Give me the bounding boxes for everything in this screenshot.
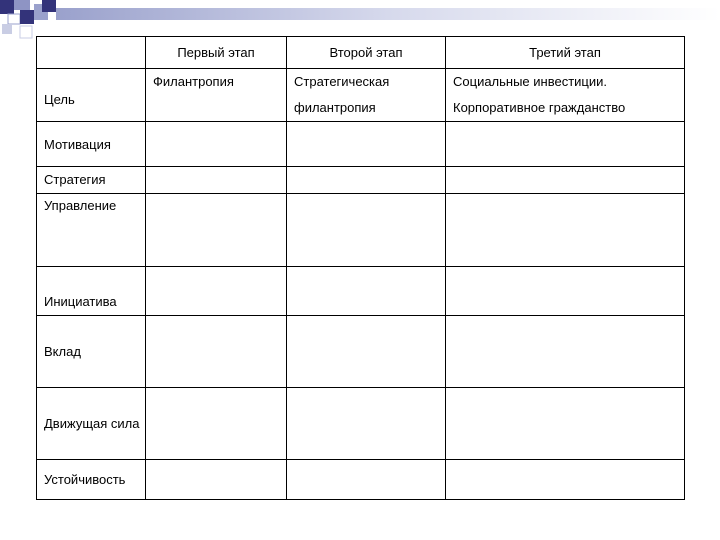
table-cell <box>446 167 685 194</box>
table-cell <box>446 122 685 167</box>
row-label: Устойчивость <box>44 472 126 487</box>
row-label-cell <box>37 460 146 500</box>
table-row <box>37 267 685 316</box>
table-cell <box>287 167 446 194</box>
table-cell <box>146 194 287 267</box>
cell-text: Корпоративное гражданство <box>453 100 626 115</box>
row-label-cell <box>37 388 146 460</box>
table-row <box>37 122 685 167</box>
table-cell <box>287 388 446 460</box>
table-cell <box>146 69 287 122</box>
table-cell <box>446 316 685 388</box>
row-label: Вклад <box>44 344 81 359</box>
table-row <box>37 69 685 122</box>
row-label: Инициатива <box>44 294 117 309</box>
table-cell <box>287 316 446 388</box>
table-cell <box>287 69 446 122</box>
table-cell <box>287 460 446 500</box>
table-cell <box>287 267 446 316</box>
table-cell <box>146 167 287 194</box>
table-cell <box>146 388 287 460</box>
table-cell <box>446 69 685 122</box>
row-label-cell <box>37 316 146 388</box>
table-header-row <box>37 37 685 69</box>
table-row <box>37 194 685 267</box>
row-label-cell <box>37 267 146 316</box>
row-label: Цель <box>44 91 75 107</box>
table-cell <box>287 122 446 167</box>
row-label-cell <box>37 167 146 194</box>
column-header: Первый этап <box>146 37 287 69</box>
row-label-cell <box>37 69 146 122</box>
row-label-cell <box>37 194 146 267</box>
cell-text: Стратегическая <box>294 74 390 89</box>
table-cell <box>287 194 446 267</box>
row-label: Движущая сила <box>44 416 140 431</box>
cell-text: Социальные инвестиции. <box>453 74 608 89</box>
table-row <box>37 316 685 388</box>
column-header: Третий этап <box>446 37 685 69</box>
table-cell <box>146 267 287 316</box>
table-cell <box>146 460 287 500</box>
row-label: Мотивация <box>44 137 111 152</box>
header-corner-cell <box>37 37 146 69</box>
cell-text: филантропия <box>294 100 376 115</box>
table-cell <box>446 267 685 316</box>
table-row <box>37 460 685 500</box>
table-cell <box>146 316 287 388</box>
table-row <box>37 167 685 194</box>
column-header: Второй этап <box>287 37 446 69</box>
table-cell <box>446 194 685 267</box>
row-label: Управление <box>44 198 117 213</box>
cell-text: Филантропия <box>153 74 234 89</box>
table-row <box>37 388 685 460</box>
table-cell <box>446 460 685 500</box>
table-cell <box>446 388 685 460</box>
row-label-cell <box>37 122 146 167</box>
row-label: Стратегия <box>44 172 106 187</box>
table-cell <box>146 122 287 167</box>
comparison-table <box>36 36 685 500</box>
